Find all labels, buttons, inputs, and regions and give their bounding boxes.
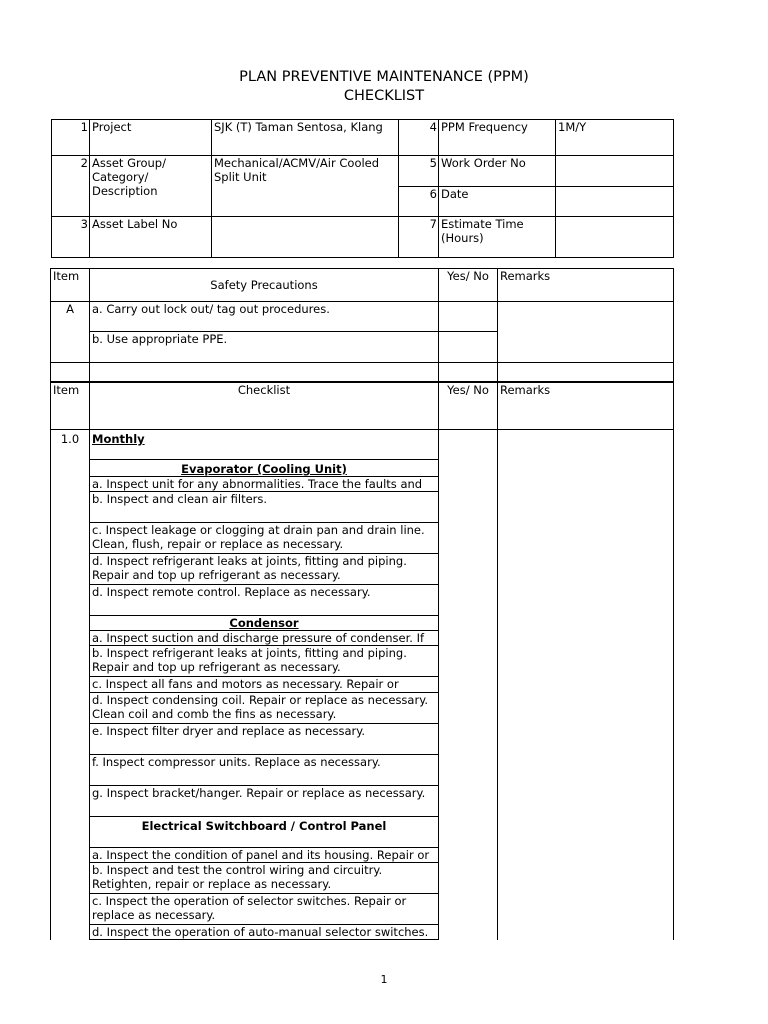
check-item-number: 1.0 xyxy=(51,430,90,940)
condensor-title: Condensor xyxy=(229,616,299,630)
info-label: Work Order No xyxy=(439,156,556,187)
col-header-title: Checklist xyxy=(90,383,439,430)
info-value: Mechanical/ACMV/Air Cooled Split Unit xyxy=(212,156,399,217)
spacer-cell xyxy=(439,363,498,382)
checklist-step: d. Inspect the operation of auto-manual selector switches. xyxy=(90,925,439,940)
checklist-step: c. Inspect leakage or clogging at drain pan and drain line. Clean, flush, repair or replace as necessary. xyxy=(90,523,439,554)
spacer-cell xyxy=(90,363,439,382)
col-header-yesno: Yes/ No xyxy=(439,383,498,430)
col-header-remarks: Remarks xyxy=(498,383,674,430)
condensor-heading xyxy=(90,616,439,631)
info-num: 7 xyxy=(399,217,439,258)
checklist-table xyxy=(50,382,674,940)
checklist-step: f. Inspect compressor units. Replace as necessary. xyxy=(90,755,439,786)
yesno-cell[interactable] xyxy=(439,332,498,363)
asset-info-table xyxy=(51,119,674,258)
info-value xyxy=(212,217,399,258)
evaporator-title: Evaporator (Cooling Unit) xyxy=(181,462,347,476)
checklist-step: a. Inspect the condition of panel and its housing. Repair or xyxy=(90,848,439,863)
spacer-cell xyxy=(51,363,90,382)
checklist-step: b. Inspect refrigerant leaks at joints, fitting and piping. Repair and top up refrigerant as necessary. xyxy=(90,646,439,677)
info-value: 1M/Y xyxy=(556,120,674,156)
col-header-item: Item xyxy=(51,269,90,302)
info-label: Estimate Time (Hours) xyxy=(439,217,556,258)
safety-step: a. Carry out lock out/ tag out procedures. xyxy=(90,302,439,332)
info-value xyxy=(556,156,674,187)
safety-table xyxy=(50,268,674,382)
spacer-cell xyxy=(498,363,674,382)
checklist-step: a. Inspect unit for any abnormalities. Trace the faults and xyxy=(90,477,439,492)
info-label: PPM Frequency xyxy=(439,120,556,156)
evaporator-heading xyxy=(90,460,439,477)
checklist-step: d. Inspect refrigerant leaks at joints, fitting and piping. Repair and top up refrigerant as necessary. xyxy=(90,554,439,585)
section-monthly xyxy=(90,430,439,460)
info-value: SJK (T) Taman Sentosa, Klang xyxy=(212,120,399,156)
page-number: 1 xyxy=(380,973,388,986)
monthly-heading: Monthly xyxy=(92,432,145,446)
info-num: 5 xyxy=(399,156,439,187)
title-line-1: PLAN PREVENTIVE MAINTENANCE (PPM) xyxy=(239,69,529,85)
safety-item-id: A xyxy=(51,302,90,363)
checklist-step: c. Inspect the operation of selector switches. Repair or replace as necessary. xyxy=(90,894,439,925)
info-num: 4 xyxy=(399,120,439,156)
yesno-column[interactable] xyxy=(439,430,498,940)
electrical-heading: Electrical Switchboard / Control Panel xyxy=(90,817,439,848)
info-label: Asset Label No xyxy=(90,217,212,258)
info-label: Asset Group/ Category/ Description xyxy=(90,156,212,217)
remarks-column[interactable] xyxy=(498,430,674,940)
col-header-remarks: Remarks xyxy=(498,269,674,302)
yesno-cell[interactable] xyxy=(439,302,498,332)
checklist-step: c. Inspect all fans and motors as necessary. Repair or xyxy=(90,677,439,693)
col-header-item: Item xyxy=(51,383,90,430)
checklist-step: a. Inspect suction and discharge pressure of condenser. If xyxy=(90,631,439,646)
checklist-step: d. Inspect remote control. Replace as necessary. xyxy=(90,585,439,616)
document-title xyxy=(0,68,768,106)
col-header-title: Safety Precautions xyxy=(90,269,439,302)
checklist-step: b. Inspect and test the control wiring and circuitry. Retighten, repair or replace as necessary. xyxy=(90,863,439,894)
checklist-step: d. Inspect condensing coil. Repair or replace as necessary. Clean coil and comb the fins as necessary. xyxy=(90,693,439,724)
info-num: 2 xyxy=(52,156,90,217)
title-line-2: CHECKLIST xyxy=(343,88,425,104)
info-num: 1 xyxy=(52,120,90,156)
remarks-cell[interactable] xyxy=(498,302,674,363)
info-num: 6 xyxy=(399,187,439,217)
info-num: 3 xyxy=(52,217,90,258)
info-label: Project xyxy=(90,120,212,156)
checklist-step: b. Inspect and clean air filters. xyxy=(90,492,439,523)
safety-step: b. Use appropriate PPE. xyxy=(90,332,439,363)
checklist-step: e. Inspect filter dryer and replace as necessary. xyxy=(90,724,439,755)
info-value xyxy=(556,217,674,258)
col-header-yesno: Yes/ No xyxy=(439,269,498,302)
checklist-step: g. Inspect bracket/hanger. Repair or replace as necessary. xyxy=(90,786,439,817)
info-label: Date xyxy=(439,187,556,217)
info-value xyxy=(556,187,674,217)
